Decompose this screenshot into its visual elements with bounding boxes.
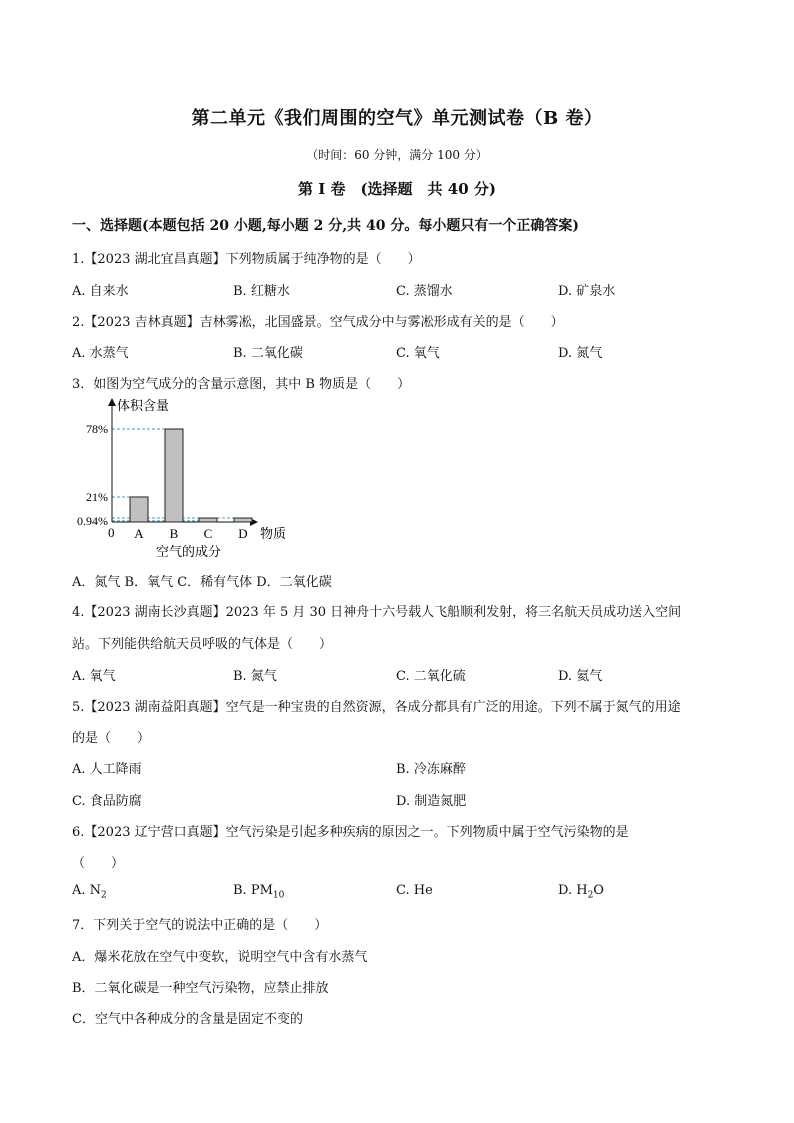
part-heading: 一、选择题(本题包括 20 小题,每小题 2 分,共 40 分。每小题只有一个正确答案): [72, 218, 579, 234]
page-title: 第二单元《我们周围的空气》单元测试卷（B 卷）: [191, 108, 603, 129]
q7-option-c: C．空气中各种成分的含量是固定不变的: [72, 1012, 303, 1027]
y-axis-label: 体积含量: [117, 398, 170, 413]
q7-option-b: B．二氧化碳是一种空气污染物，应禁止排放: [72, 981, 329, 996]
q7-option-a: A．爆米花放在空气中变软，说明空气中含有水蒸气: [72, 950, 368, 965]
question-4-stem-line2: 站。下列能供给航天员呼吸的气体是（ ）: [72, 637, 333, 652]
question-1-stem: 1.【2023 湖北宜昌真题】下列物质属于纯净物的是（ ）: [72, 252, 421, 267]
q1-option-b: B. 红糖水: [233, 284, 290, 299]
q2-option-a: A. 水蒸气: [72, 346, 129, 361]
q5-option-c: C. 食品防腐: [72, 794, 142, 809]
q6-option-a: A. $N_2$: [72, 883, 107, 901]
bar-D: [234, 518, 252, 522]
question-5-stem-line2: 的是（ ）: [72, 731, 151, 746]
y-tick-label: 21%: [86, 489, 108, 504]
q2-option-c: C. 氧气: [396, 346, 440, 361]
q3-options: A．氮气 B．氧气 C．稀有气体 D．二氧化碳: [72, 575, 332, 590]
q5-option-d: D. 制造氮肥: [396, 794, 467, 809]
q1-option-a: A. 自来水: [72, 284, 129, 299]
question-6-stem-line1: 6.【2023 辽宁营口真题】空气污染是引起多种疾病的原因之一。下列物质中属于空气污染物的是: [72, 825, 629, 840]
q5-option-a: A. 人工降雨: [72, 762, 142, 777]
q6-option-c: C. He: [396, 883, 433, 898]
question-6-stem-line2: （ ）: [72, 856, 125, 871]
x-axis-label: 物质: [260, 526, 287, 541]
question-7-stem: 7．下列关于空气的说法中正确的是（ ）: [72, 918, 328, 933]
time-info: （时间：60 分钟，满分 100 分）: [306, 148, 488, 162]
q2-option-b: B. 二氧化碳: [233, 346, 303, 361]
question-5-stem-line1: 5.【2023 湖南益阳真题】空气是一种宝贵的自然资源，各成分都具有广泛的用途。下列不属于氮气的用途: [72, 700, 681, 715]
x-tick-B: B: [169, 526, 179, 541]
q4-option-a: A. 氧气: [72, 669, 116, 684]
x-tick-D: D: [238, 526, 248, 541]
q1-option-c: C. 蒸馏水: [396, 284, 453, 299]
y-tick-label: 0.94%: [77, 513, 108, 528]
q2-option-d: D. 氮气: [558, 346, 603, 361]
question-2-stem: 2.【2023 吉林真题】吉林雾凇，北国盛景。空气成分中与雾凇形成有关的是（ ）: [72, 315, 564, 330]
bar-C: [199, 518, 217, 522]
question-3-stem: 3．如图为空气成分的含量示意图，其中 B 物质是（ ）: [72, 377, 411, 392]
q5-option-b: B. 冷冻麻醉: [396, 762, 466, 777]
q4-option-d: D. 氦气: [558, 669, 603, 684]
q1-option-d: D. 矿泉水: [558, 284, 616, 299]
x-tick-C: C: [203, 526, 213, 541]
bar-A: [130, 497, 148, 522]
origin-label: 0: [108, 525, 115, 540]
x-tick-A: A: [134, 526, 144, 541]
chart-caption: 空气的成分: [156, 544, 222, 559]
bar-B: [165, 429, 183, 522]
air-composition-chart: [72, 396, 312, 564]
y-tick-label: 78%: [86, 422, 108, 436]
q6-option-b: B. $PM_{10}$: [233, 883, 285, 901]
q6-option-d: D. $H_2O$: [558, 883, 604, 901]
question-4-stem-line1: 4.【2023 湖南长沙真题】2023 年 5 月 30 日神舟十六号载人飞船顺利发射，将三名航天员成功送入空间: [72, 605, 682, 620]
q4-option-b: B. 氮气: [233, 669, 277, 684]
section-heading: 第 I 卷 (选择题 共 40 分): [298, 180, 496, 198]
q4-option-c: C. 二氧化硫: [396, 669, 466, 684]
